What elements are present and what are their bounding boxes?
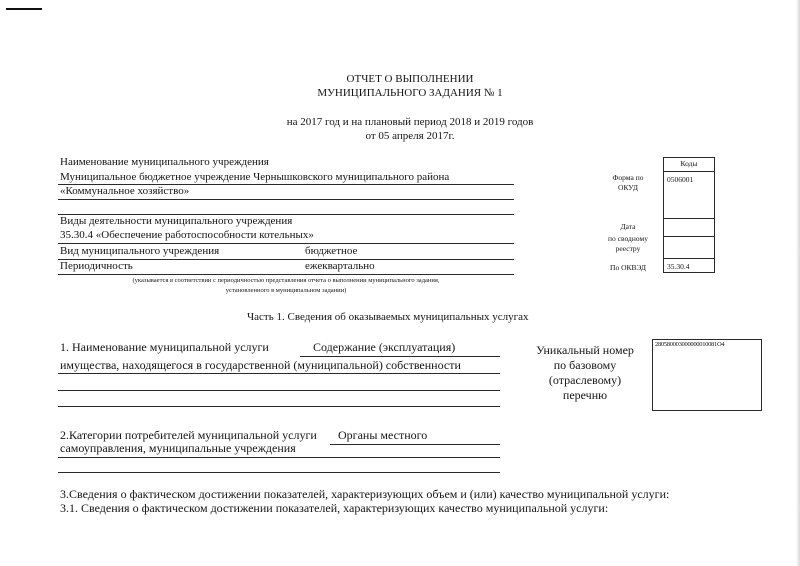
okved-label: По ОКВЭД: [610, 263, 646, 272]
periodicity-value: ежеквартально: [305, 260, 375, 272]
consumers-label: 2.Категории потребителей муниципальной услуги: [60, 428, 317, 442]
okud-value: 0506001: [667, 175, 694, 184]
scan-mark: [6, 8, 42, 10]
institution-label: Наименование муниципального учреждения: [60, 156, 269, 168]
date-cell: [663, 218, 715, 259]
institution-type-value: бюджетное: [305, 245, 358, 257]
date-label-line2: по сводному: [608, 234, 648, 243]
periodicity-note-line1: (указывается в соответствии с периодичностью представления отчета о выполнении муниципального задания,: [132, 277, 440, 284]
date-label-line1: Дата: [620, 222, 636, 231]
service-label: 1. Наименование муниципальной услуги: [60, 340, 269, 354]
service-value-line1: Содержание (эксплуатация): [313, 340, 456, 354]
report-period: на 2017 год и на плановый период 2018 и 2019 годов: [286, 116, 534, 128]
institution-type-label: Вид муниципального учреждения: [60, 245, 220, 257]
unique-number-label-line3: (отраслевому): [548, 373, 622, 387]
activities-label: Виды деятельности муниципального учреждения: [60, 215, 293, 227]
unique-number-box: [652, 339, 762, 411]
underline: [58, 406, 500, 407]
institution-name-line2: «Коммунальное хозяйство»: [60, 185, 190, 197]
underline: [300, 356, 500, 357]
unique-number-label-line2: по базовому: [553, 358, 617, 372]
unique-number-value: 280580003000000010081О4: [655, 341, 725, 348]
activity-value: 35.30.4 «Обеспечение работоспособности котельных»: [60, 229, 314, 241]
consumers-value-line1: Органы местного: [338, 428, 428, 442]
okud-label-line1: Форма по: [612, 173, 644, 182]
underline: [58, 390, 500, 391]
underline: [58, 373, 500, 374]
scan-edge: [796, 0, 800, 566]
underline: [58, 274, 514, 275]
part1-title: Часть 1. Сведения об оказываемых муниципальных услугах: [247, 311, 529, 323]
section-3: 3.Сведения о фактическом достижении показателей, характеризующих объем и (или) качество муниципальной услуги:: [60, 487, 670, 501]
okved-value: 35.30.4: [667, 262, 690, 271]
underline: [58, 472, 500, 473]
unique-number-label-line4: перечню: [562, 388, 608, 402]
periodicity-label: Периодичность: [60, 260, 133, 272]
underline: [58, 243, 514, 244]
okud-label-line2: ОКУД: [618, 183, 638, 192]
consumers-value-line2: самоуправления, муниципальные учреждения: [60, 441, 296, 455]
report-date: от 05 апреля 2017г.: [365, 130, 455, 142]
underline: [58, 457, 500, 458]
underline: [330, 444, 500, 445]
unique-number-label-line1: Уникальный номер: [536, 343, 634, 357]
report-title-line1: ОТЧЕТ О ВЫПОЛНЕНИИ: [346, 73, 474, 85]
institution-name-line1: Муниципальное бюджетное учреждение Чернышковского муниципального района: [60, 171, 450, 183]
periodicity-note-line2: установленного в муниципальном задании): [225, 287, 347, 294]
report-title-line2: МУНИЦИПАЛЬНОГО ЗАДАНИЯ № 1: [317, 87, 503, 99]
cell-divider: [663, 236, 715, 237]
service-value-line2: имущества, находящегося в государственной (муниципальной) собственности: [60, 358, 461, 372]
underline: [58, 199, 514, 200]
date-label-line3: реестру: [615, 244, 641, 253]
codes-header: Коды: [680, 159, 698, 168]
section-3-1: 3.1. Сведения о фактическом достижении показателей, характеризующих качество муниципальной услуги:: [60, 501, 609, 515]
